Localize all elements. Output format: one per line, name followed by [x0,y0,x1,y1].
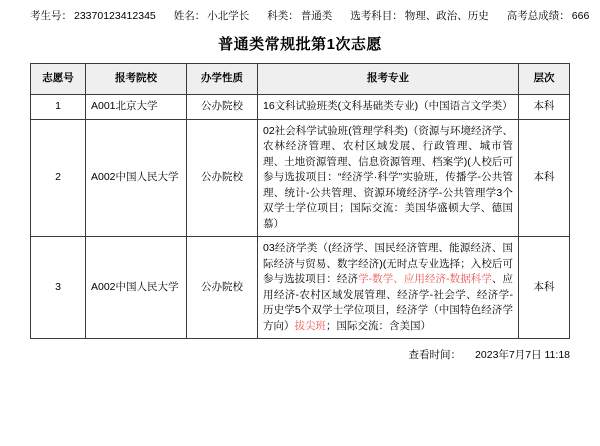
column-header-level: 层次 [519,64,570,95]
cell-level: 本科 [519,95,570,120]
cell-no: 1 [31,95,86,120]
cell-nature: 公办院校 [187,119,258,237]
cell-major: 02社会科学试验班(管理学科类)（资源与环境经济学、农林经济管理、农村区域发展、行政管理、城市管理、土地资源管理、信息资源管理、档案学)(人校后可参与选拔项目：“经济学·科学”实验班，传播学-公共管理、统计-公共管理、资源环境经济学-公共管理学3个双学士学位项目；国际交流：美国华盛顿大学、德国慕） [258,119,519,237]
table-row [31,237,570,339]
cell-nature: 公办院校 [187,95,258,120]
voluntary-table [30,63,570,339]
exam-id-value: 23370123412345 [74,10,156,22]
table-row [31,119,570,237]
table-body [31,95,570,339]
total-score-label: 高考总成绩： [506,10,570,22]
major-text: ；国际交流：含美国） [326,319,431,332]
elective-subjects-label: 选考科目： [350,10,403,22]
table-header-row [31,64,570,95]
cell-level: 本科 [519,119,570,237]
view-time-value: 2023年7月7日 11:18 [475,349,570,361]
cell-no: 3 [31,237,86,339]
cell-no: 2 [31,119,86,237]
page-title: 普通类常规批第1次志愿 [218,36,382,53]
category-label: 科类： [267,10,299,22]
cell-school: A002中国人民大学 [86,237,187,339]
column-header-nature: 办学性质 [187,64,258,95]
cell-level: 本科 [519,237,570,339]
category-value: 普通类 [300,10,333,22]
elective-subjects-value: 物理、政治、历史 [404,10,489,22]
elective-subjects-field [350,9,489,23]
name-label: 姓名： [173,10,206,22]
category-field [267,9,332,23]
total-score-field [507,9,590,23]
name-field [174,9,250,23]
column-header-school: 报考院校 [86,64,187,95]
cell-major: 16文科试验班类(文科基础类专业)（中国语言文学类） [258,95,519,120]
cell-major [258,237,519,339]
table-row [31,95,570,120]
major-highlight-text: 学-数学、应用经济-数据科学 [358,273,492,285]
major-text: 03经济学类（(经济学、国民经济管理、能源经济、国际经济与贸易、数字经济)(无时点专业选择；入校后可参与选拔项目：经济 [263,242,513,285]
exam-id-label: 考生号： [30,10,72,22]
exam-id-field [30,9,156,23]
table-header [31,64,570,95]
candidate-info-bar [0,0,600,23]
cell-nature: 公办院校 [187,237,258,339]
name-value: 小北学长 [207,10,250,22]
major-highlight-text: 拔尖班 [294,319,326,332]
cell-school: A002中国人民大学 [86,119,187,237]
view-time-footer [30,348,570,362]
column-header-major: 报考专业 [258,64,519,95]
view-time-label: 查看时间： [408,349,462,361]
cell-school: A001北京大学 [86,95,187,120]
major-text: 、应用经济-农村区域发展管理、经济学-社会学、经济学-历史学5个双学士学位项目，经济学（中国特色经济学方向） [263,273,513,332]
total-score-value: 666 [571,10,590,22]
column-header-no: 志愿号 [31,64,86,95]
